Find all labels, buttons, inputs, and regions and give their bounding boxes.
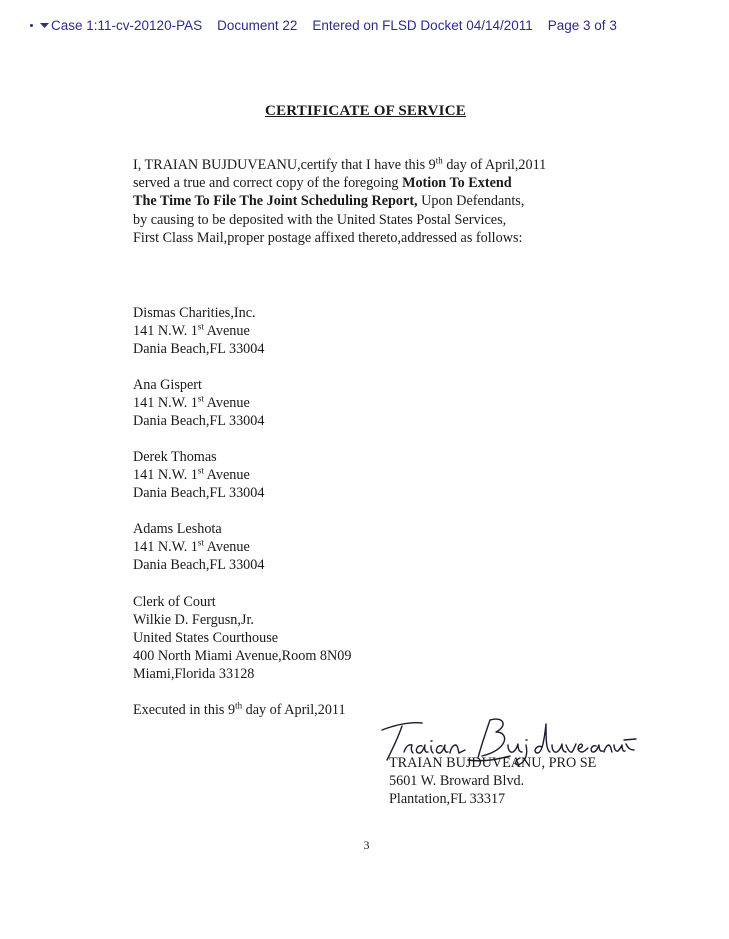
clerk-line: Miami,Florida 33128 [133,666,255,682]
certification-line [133,156,593,174]
recipient-name: Dismas Charities,Inc. [133,305,256,321]
signer-city: Plantation,FL 33317 [389,791,506,807]
recipient-city: Dania Beach,FL 33004 [133,413,265,429]
recipient-street [133,466,264,484]
docket-entry-date: Entered on FLSD Docket 04/14/2011 [312,17,533,33]
motion-title-part: Motion To Extend [402,175,512,192]
execution-statement [133,702,346,719]
signer-street: 5601 W. Broward Blvd. [389,773,525,789]
text-run: I, TRAIAN BUJDUVEANU,certify that I have this 9 [133,157,436,173]
text-run: Executed in this 9 [133,702,236,718]
clerk-line: 400 North Miami Avenue,Room 8N09 [133,648,352,664]
signer-name: TRAIAN BUJDUVEANU, PRO SE [389,755,597,771]
superscript: th [235,700,243,711]
text-run: day of April,2011 [242,702,346,718]
recipient-street [133,394,264,412]
superscript: th [435,155,443,166]
docket-header [30,15,617,35]
recipient-address [133,376,264,430]
text-run: Avenue [203,467,250,483]
case-number: Case 1:11-cv-20120-PAS [51,17,203,33]
certification-paragraph [133,156,593,247]
document-number: Document 22 [217,17,298,33]
superscript: st [197,537,204,548]
text-run: 141 N.W. 1 [133,539,198,555]
text-run: Avenue [203,395,250,411]
page-number: 3 [363,838,370,852]
text-run: 141 N.W. 1 [133,395,198,411]
page-title-text: CERTIFICATE OF SERVICE [265,103,466,119]
text-run: Avenue [203,323,250,339]
recipient-city: Dania Beach,FL 33004 [133,485,265,501]
clerk-line: Wilkie D. Fergusn,Jr. [133,612,254,628]
text-run: Avenue [203,539,250,555]
margin-mark [30,24,33,27]
superscript: st [197,321,204,332]
text-run: Upon Defendants, [417,193,525,210]
certification-line: First Class Mail,proper postage affixed thereto,addressed as follows: [133,229,523,246]
certification-line [133,174,593,192]
superscript: st [197,393,204,404]
recipient-address [133,520,264,574]
recipient-street [133,538,264,556]
certification-line: by causing to be deposited with the United States Postal Services, [133,211,507,228]
recipient-address [133,304,264,358]
certification-line [133,192,593,210]
text-run: 141 N.W. 1 [133,467,198,483]
recipient-name: Derek Thomas [133,449,217,465]
recipient-name: Ana Gispert [133,377,202,393]
motion-title-part: The Time To File The Joint Scheduling Report, [133,193,418,210]
page-title [0,103,729,120]
page-indicator: Page 3 of 3 [547,17,617,33]
header-arrow-icon [40,23,49,28]
recipient-city: Dania Beach,FL 33004 [133,341,265,357]
signer-block [389,754,596,808]
text-run: day of April,2011 [442,157,547,173]
clerk-address [133,593,351,683]
text-run: 141 N.W. 1 [133,323,198,339]
recipient-city: Dania Beach,FL 33004 [133,557,265,573]
clerk-line: Clerk of Court [133,594,216,610]
recipient-street [133,322,264,340]
superscript: st [197,465,204,476]
text-run: served a true and correct copy of the foregoing [133,175,403,192]
recipient-address [133,448,264,502]
clerk-line: United States Courthouse [133,630,279,646]
recipient-name: Adams Leshota [133,521,222,537]
